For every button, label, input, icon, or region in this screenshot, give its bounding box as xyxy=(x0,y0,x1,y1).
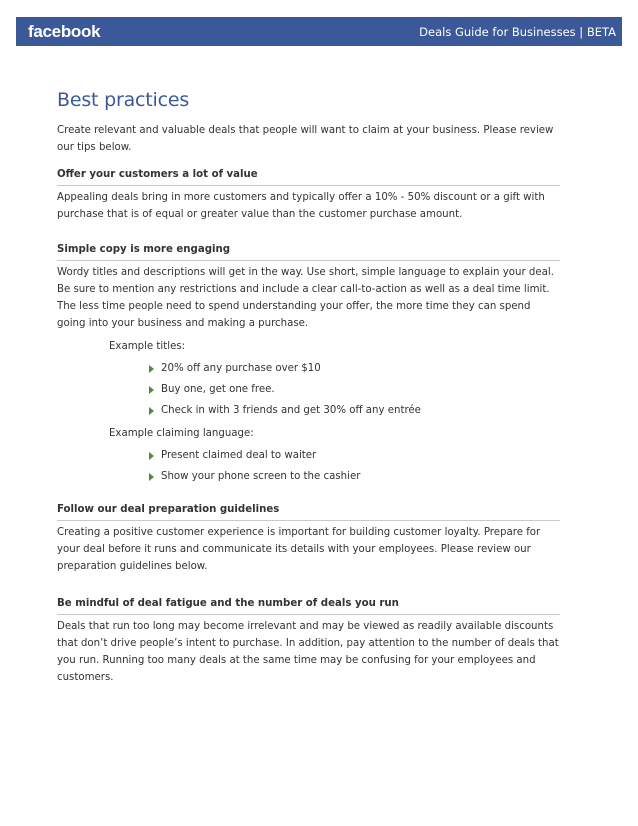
list-item xyxy=(149,358,560,379)
section-deal-fatigue xyxy=(57,597,560,686)
section-body: Appealing deals bring in more customers and typically offer a 10% - 50% discount or a gift with purchase that is of equal or greater value than the customer purchase amount. xyxy=(57,192,545,220)
header-bar xyxy=(16,17,622,46)
section-heading: Follow our deal preparation guidelines xyxy=(57,503,560,521)
list-item-text: Present claimed deal to waiter xyxy=(161,450,317,461)
triangle-bullet-icon xyxy=(149,452,154,460)
guide-title: Deals Guide for Businesses | BETA xyxy=(419,24,616,39)
list-item-text: Check in with 3 friends and get 30% off any entrée xyxy=(161,405,421,416)
triangle-bullet-icon xyxy=(149,407,154,415)
list-item xyxy=(149,379,560,400)
list-item-text: 20% off any purchase over $10 xyxy=(161,363,321,374)
section-body: Deals that run too long may become irrelevant and may be viewed as readily available discounts that don’t drive people’s intent to purchase. In addition, pay attention to the number of deals that you run. Running too many deals at the same time may be confusing for your employees and customers. xyxy=(57,621,559,683)
triangle-bullet-icon xyxy=(149,473,154,481)
page-title: Best practices xyxy=(57,89,190,111)
example-claiming-language xyxy=(109,427,560,487)
section-preparation-guidelines xyxy=(57,503,560,575)
list-item xyxy=(149,466,560,487)
facebook-logo[interactable]: facebook xyxy=(28,21,101,41)
list-item-text: Buy one, get one free. xyxy=(161,384,275,395)
triangle-bullet-icon xyxy=(149,386,154,394)
section-heading: Offer your customers a lot of value xyxy=(57,168,560,186)
example-list xyxy=(109,358,560,421)
section-value xyxy=(57,168,560,223)
section-heading: Be mindful of deal fatigue and the number of deals you run xyxy=(57,597,560,615)
example-list xyxy=(109,445,560,487)
example-titles xyxy=(109,340,560,421)
intro-text: Create relevant and valuable deals that people will want to claim at your business. Please review our tips below. xyxy=(57,125,554,153)
list-item-text: Show your phone screen to the cashier xyxy=(161,471,361,482)
section-simple-copy xyxy=(57,243,560,491)
triangle-bullet-icon xyxy=(149,365,154,373)
example-label: Example claiming language: xyxy=(109,428,254,439)
document-content xyxy=(57,88,560,686)
list-item xyxy=(149,445,560,466)
section-heading: Simple copy is more engaging xyxy=(57,243,560,261)
section-body: Wordy titles and descriptions will get in the way. Use short, simple language to explain your deal. Be sure to mention any restrictions and include a clear call-to-action as well as a deal time limit. The less time people need to spend understanding your offer, the more time they can spend going into your business and making a purchase. xyxy=(57,267,554,329)
example-label: Example titles: xyxy=(109,341,186,352)
list-item xyxy=(149,400,560,421)
section-body: Creating a positive customer experience is important for building customer loyalty. Prepare for your deal before it runs and communicate its details with your employees. Please review our preparation guidelines below. xyxy=(57,527,541,572)
